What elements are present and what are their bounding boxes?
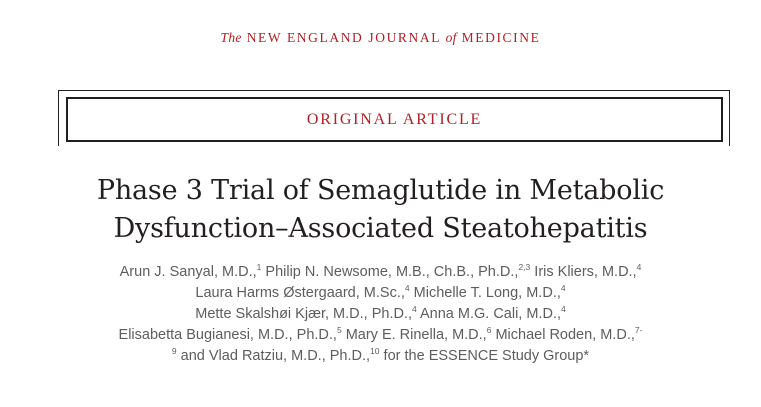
author-name: Elisabetta Bugianesi, M.D., Ph.D., — [118, 327, 337, 343]
author-name: Laura Harms Østergaard, M.Sc., — [195, 285, 405, 301]
section-label: ORIGINAL ARTICLE — [306, 110, 483, 128]
author-name: Anna M.G. Cali, M.D., — [416, 306, 561, 322]
author-line-5 — [0, 346, 761, 367]
author-name: Mette Skalshøi Kjær, M.D., Ph.D., — [195, 306, 413, 322]
affiliation-marker: 1 — [256, 262, 262, 272]
affiliation-marker: 4 — [560, 283, 566, 293]
author-name: Mary E. Rinella, M.D., — [341, 327, 487, 343]
masthead-journal-name: NEW ENGLAND JOURNAL — [246, 30, 441, 45]
article-title — [0, 172, 761, 248]
author-line-2 — [0, 283, 761, 304]
journal-masthead — [0, 30, 761, 46]
section-header-box — [66, 97, 723, 142]
affiliation-marker: 4 — [561, 304, 566, 314]
author-line-1 — [0, 262, 761, 283]
affiliation-marker: 10 — [370, 346, 380, 356]
affiliation-marker: 6 — [486, 325, 492, 335]
author-name: Michelle T. Long, M.D., — [409, 285, 561, 301]
affiliation-marker: 5 — [336, 325, 342, 335]
author-name: Michael Roden, M.D., — [491, 327, 635, 343]
author-name: Arun J. Sanyal, M.D., — [119, 264, 257, 280]
author-name: and Vlad Ratziu, M.D., Ph.D., — [176, 348, 371, 364]
affiliation-marker: 4 — [412, 304, 417, 314]
affiliation-marker: 7- — [634, 325, 643, 335]
affiliation-marker: 4 — [404, 283, 410, 293]
study-group-credit: for the ESSENCE Study Group* — [379, 348, 590, 364]
masthead-the: The — [220, 30, 242, 45]
masthead-of: of — [445, 30, 457, 45]
affiliation-marker: 2,3 — [518, 262, 531, 272]
author-list — [0, 262, 761, 367]
affiliation-marker: 4 — [636, 262, 642, 272]
author-name: Iris Kliers, M.D., — [530, 264, 637, 280]
author-name: Philip N. Newsome, M.B., Ch.B., Ph.D., — [261, 264, 519, 280]
author-line-4 — [0, 325, 761, 346]
author-line-3 — [0, 304, 761, 325]
article-title-line-1: Phase 3 Trial of Semaglutide in Metabolic — [96, 175, 665, 206]
affiliation-marker: 9 — [171, 346, 177, 356]
article-title-line-2: Dysfunction–Associated Steatohepatitis — [113, 213, 648, 244]
masthead-medicine: MEDICINE — [461, 30, 541, 45]
